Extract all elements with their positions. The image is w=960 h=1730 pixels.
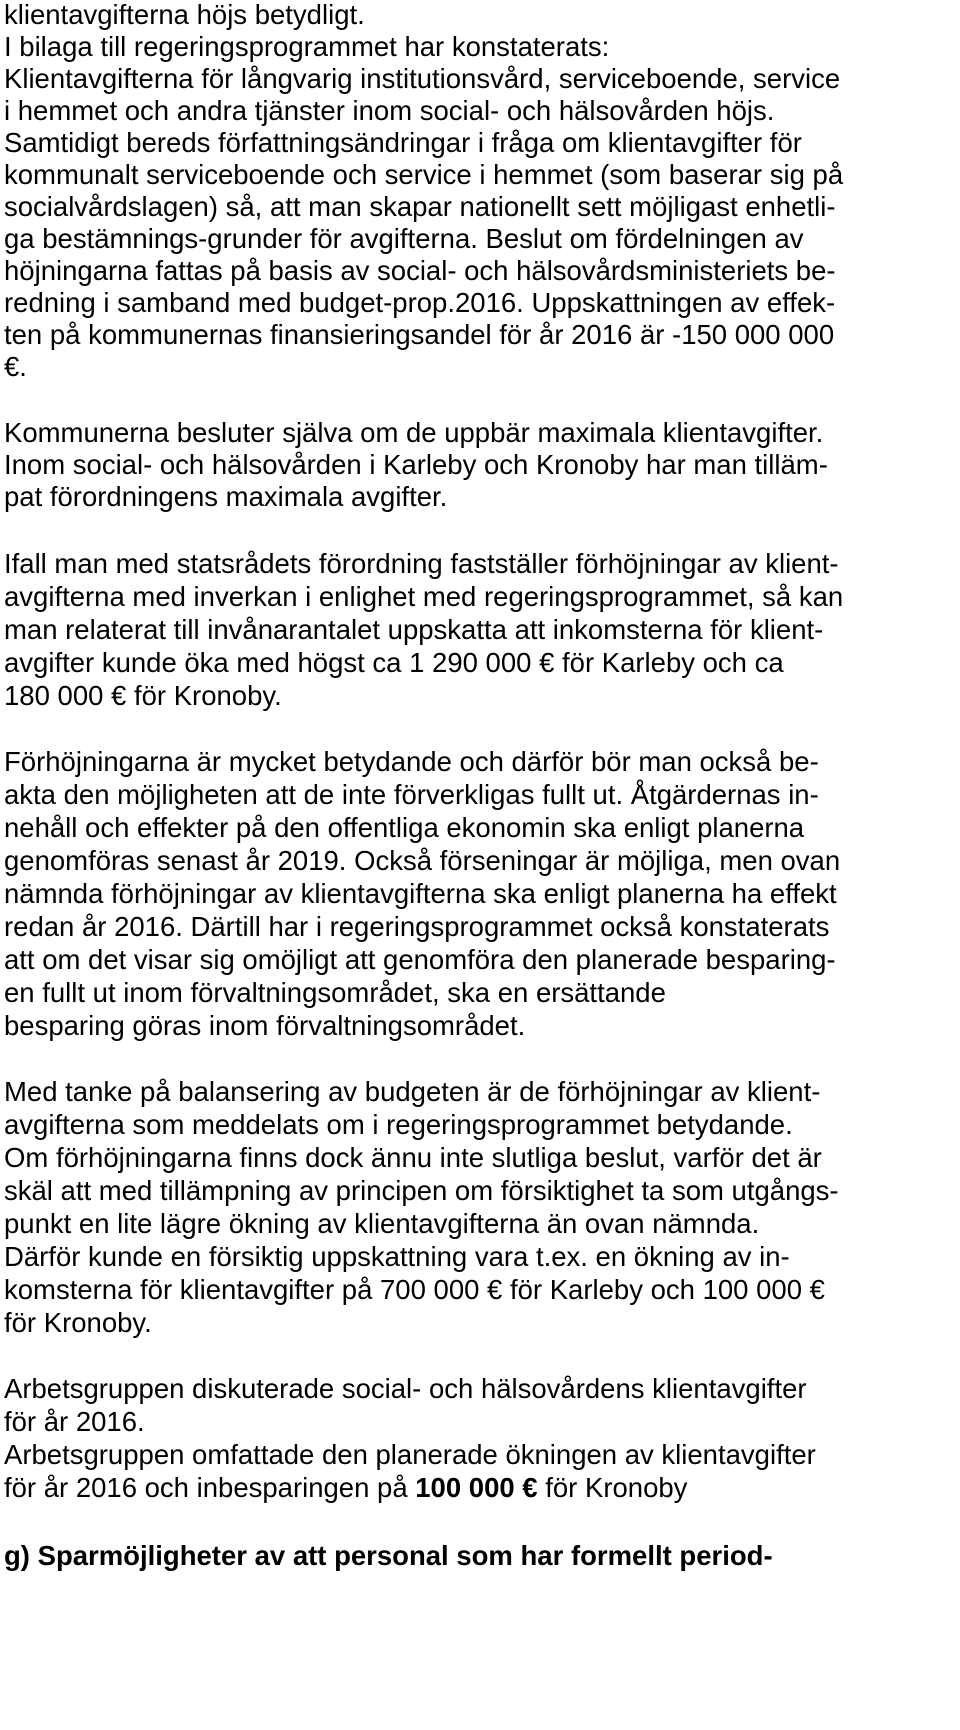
- text-line: nämnda förhöjningar av klientavgifterna ska enligt planerna ha effekt: [4, 878, 837, 909]
- text-line: pat förordningens maximala avgifter.: [4, 481, 448, 512]
- text-line: genomföras senast år 2019. Också förseningar är möjliga, men ovan: [4, 845, 841, 876]
- text-line: höjningarna fattas på basis av social- och hälsovårdsministeriets be-: [4, 255, 836, 286]
- text-line: Kommunerna besluter själva om de uppbär maximala klientavgifter.: [4, 417, 824, 448]
- text-line: Samtidigt bereds författningsändringar i fråga om klientavgifter för: [4, 127, 802, 158]
- text-line: redan år 2016. Därtill har i regeringsprogrammet också konstaterats: [4, 911, 830, 942]
- text-line: Arbetsgruppen omfattade den planerade ökningen av klientavgifter: [4, 1439, 816, 1470]
- text-line: Inom social- och hälsovården i Karleby och Kronoby har man tilläm-: [4, 449, 828, 480]
- bold-amount: 100 000 €: [415, 1472, 538, 1503]
- text-line: Därför kunde en försiktig uppskattning vara t.ex. en ökning av in-: [4, 1241, 790, 1272]
- text-line: 180 000 € för Kronoby.: [4, 680, 282, 711]
- text-line: klientavgifterna höjs betydligt.: [4, 0, 365, 30]
- text-line: I bilaga till regeringsprogrammet har konstaterats:: [4, 31, 610, 62]
- text-line: i hemmet och andra tjänster inom social- och hälsovården höjs.: [4, 95, 775, 126]
- text-line: Klientavgifterna för långvarig institutionsvård, serviceboende, service: [4, 63, 841, 94]
- text-line-with-bold-amount: [4, 1471, 687, 1505]
- text-line: besparing göras inom förvaltningsområdet.: [4, 1010, 526, 1041]
- text-line: man relaterat till invånarantalet uppskatta att inkomsterna för klient-: [4, 614, 824, 645]
- text-line: en fullt ut inom förvaltningsområdet, ska en ersättande: [4, 977, 666, 1008]
- text-line: kommunalt serviceboende och service i hemmet (som baserar sig på: [4, 159, 844, 190]
- text-line: Med tanke på balansering av budgeten är de förhöjningar av klient-: [4, 1076, 821, 1107]
- text-line: akta den möjligheten att de inte förverkligas fullt ut. Åtgärdernas in-: [4, 779, 819, 810]
- text-line: €.: [4, 351, 27, 382]
- text-line: Arbetsgruppen diskuterade social- och hälsovårdens klientavgifter: [4, 1373, 807, 1404]
- text-line: komsterna för klientavgifter på 700 000 € för Karleby och 100 000 €: [4, 1274, 825, 1305]
- text-line: Ifall man med statsrådets förordning fastställer förhöjningar av klient-: [4, 548, 839, 579]
- text-line: Förhöjningarna är mycket betydande och därför bör man också be-: [4, 746, 819, 777]
- text-line: socialvårdslagen) så, att man skapar nationellt sett möjligast enhetli-: [4, 191, 836, 222]
- text-line: för Kronoby.: [4, 1307, 152, 1338]
- text-line: Om förhöjningarna finns dock ännu inte slutliga beslut, varför det är: [4, 1142, 822, 1173]
- text-line: punkt en lite lägre ökning av klientavgifterna än ovan nämnda.: [4, 1208, 760, 1239]
- text-line: redning i samband med budget-prop.2016. Uppskattningen av effek-: [4, 287, 836, 318]
- text-segment: för år 2016 och inbesparingen på: [4, 1472, 416, 1503]
- text-line: avgifterna med inverkan i enlighet med regeringsprogrammet, så kan: [4, 581, 844, 612]
- text-line: att om det visar sig omöjligt att genomföra den planerade besparing-: [4, 944, 836, 975]
- text-line: nehåll och effekter på den offentliga ekonomin ska enligt planerna: [4, 812, 805, 843]
- text-line: för år 2016.: [4, 1406, 145, 1437]
- text-line: avgifter kunde öka med högst ca 1 290 000 € för Karleby och ca: [4, 647, 784, 678]
- text-line: avgifterna som meddelats om i regeringsprogrammet betydande.: [4, 1109, 793, 1140]
- text-segment: för Kronoby: [537, 1472, 688, 1503]
- text-line: ga bestämnings-grunder för avgifterna. Beslut om fördelningen av: [4, 223, 804, 254]
- section-heading: g) Sparmöjligheter av att personal som har formellt period-: [4, 1540, 773, 1571]
- text-line: ten på kommunernas finansieringsandel för år 2016 är -150 000 000: [4, 319, 835, 350]
- text-line: skäl att med tillämpning av principen om försiktighet ta som utgångs-: [4, 1175, 839, 1206]
